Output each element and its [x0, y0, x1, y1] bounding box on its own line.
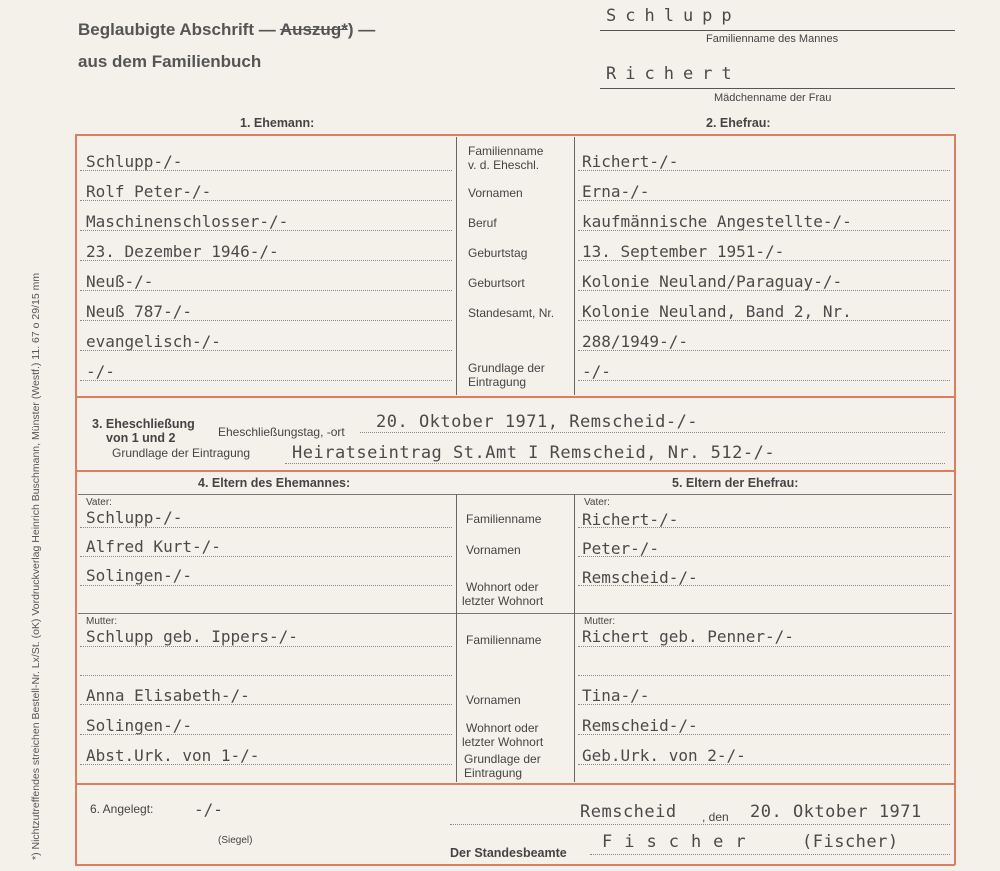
writing-rule	[80, 704, 452, 705]
writing-rule	[578, 290, 950, 291]
wife-surname: Richert-/-	[582, 152, 679, 171]
writing-rule	[80, 764, 452, 765]
writing-rule	[80, 734, 452, 735]
official-name: Fischer	[602, 832, 758, 852]
mother-label-1: Mutter:	[86, 616, 118, 627]
wife-birthplace: Kolonie Neuland/Paraguay-/-	[582, 272, 843, 291]
margin-note: *) Nichtzutreffendes streichen Bestell-Nr. Lx/St. (oK) Vordruckverlag Heinrich Buschmann, Münster (Westf.) 11. 67 o 29/15 mm	[30, 272, 42, 860]
father-firstnames-label: Vornamen	[466, 543, 521, 557]
writing-rule	[578, 734, 950, 735]
frame-sep-1	[75, 396, 955, 398]
writing-rule	[80, 556, 452, 557]
mother-surname-label: Familienname	[466, 633, 542, 647]
wife-mother-firstnames: Tina-/-	[582, 686, 650, 705]
writing-rule	[80, 320, 452, 321]
title-struck: Auszug*	[279, 20, 348, 39]
writing-rule	[80, 230, 452, 231]
father-residence-label-2: letzter Wohnort	[462, 594, 544, 608]
col-divider-1a	[456, 137, 457, 395]
label-birthplace: Geburtsort	[468, 276, 525, 290]
father-residence-label-1: Wohnort oder	[466, 580, 539, 594]
writing-rule	[578, 646, 950, 647]
wife-basis: -/-	[582, 362, 611, 381]
writing-rule	[80, 200, 452, 201]
col-divider-1b	[456, 494, 457, 782]
label-registry: Standesamt, Nr.	[468, 306, 555, 320]
writing-rule	[80, 675, 452, 676]
title-part1: Beglaubigte Abschrift —	[78, 20, 276, 39]
husband-surname: Schlupp-/-	[86, 152, 183, 171]
section6-value: -/-	[194, 800, 223, 819]
section3-title-line1: 3. Eheschließung	[92, 417, 195, 431]
writing-rule	[578, 170, 950, 171]
label-basis-1: Grundlage der	[468, 361, 545, 375]
header-line-1	[600, 30, 955, 31]
writing-rule	[80, 585, 452, 586]
label-surname-1: Familienname	[468, 144, 544, 158]
mother-residence-label-2: letzter Wohnort	[462, 735, 544, 749]
section3-rule-2	[285, 463, 945, 464]
husband-father-firstnames: Alfred Kurt-/-	[86, 537, 221, 556]
frame-left	[75, 134, 77, 865]
section1-title: 1. Ehemann:	[240, 116, 315, 130]
section4-title: 4. Eltern des Ehemannes:	[198, 476, 351, 490]
section3-basis-label: Grundlage der Eintragung	[112, 446, 251, 460]
husband-firstnames: Rolf Peter-/-	[86, 182, 212, 201]
writing-rule	[578, 675, 950, 676]
wife-registry-2: 288/1949-/-	[582, 332, 688, 351]
wife-mother-residence: Remscheid-/-	[582, 716, 698, 735]
writing-rule	[80, 170, 452, 171]
husband-mother-firstnames: Anna Elisabeth-/-	[86, 686, 250, 705]
writing-rule	[578, 527, 950, 528]
writing-rule	[80, 290, 452, 291]
parents-top-rule	[78, 494, 952, 495]
section3-title-2: von 1 und 2	[106, 431, 176, 445]
header-line-2	[600, 88, 955, 89]
section5-title: 5. Eltern der Ehefrau:	[672, 476, 799, 490]
wife-father-surname: Richert-/-	[582, 510, 679, 529]
writing-rule	[80, 646, 452, 647]
section3-date-label: Eheschließungstag, -ort	[218, 425, 345, 439]
husband-father-residence: Solingen-/-	[86, 566, 192, 585]
wife-father-residence: Remscheid-/-	[582, 568, 698, 587]
signing-date: 20. Oktober 1971	[750, 802, 922, 822]
col-divider-2b	[574, 494, 575, 782]
writing-rule	[578, 556, 950, 557]
frame-bottom	[75, 864, 955, 866]
writing-rule	[80, 380, 452, 381]
title-part2: ) —	[347, 20, 376, 39]
husband-birthplace: Neuß-/-	[86, 272, 154, 291]
section3-title-1	[92, 417, 195, 431]
label-birthday: Geburtstag	[468, 246, 528, 260]
wife-mother-basis: Geb.Urk. von 2-/-	[582, 746, 746, 765]
frame-sep-2	[75, 470, 955, 472]
writing-rule	[80, 527, 452, 528]
signing-den: , den	[702, 810, 729, 824]
wife-maiden-header: Richert	[606, 64, 741, 84]
document-title	[78, 20, 375, 40]
husband-mother-basis: Abst.Urk. von 1-/-	[86, 746, 260, 765]
wife-mother-surname: Richert geb. Penner-/-	[582, 627, 794, 646]
mother-residence-label-1: Wohnort oder	[466, 721, 539, 735]
frame-sep-3	[75, 783, 955, 785]
section3-date-value: 20. Oktober 1971, Remscheid-/-	[376, 412, 699, 432]
label-basis-2: Eintragung	[468, 375, 527, 389]
frame-right	[954, 134, 956, 865]
husband-occupation: Maschinenschlosser-/-	[86, 212, 289, 231]
label-occupation: Beruf	[468, 216, 497, 230]
mother-label-2: Mutter:	[584, 616, 616, 627]
frame-top	[75, 134, 955, 136]
writing-rule	[578, 200, 950, 201]
official-name-paren: (Fischer)	[802, 832, 899, 852]
husband-mother-residence: Solingen-/-	[86, 716, 192, 735]
husband-birthday: 23. Dezember 1946-/-	[86, 242, 279, 261]
writing-rule	[80, 260, 452, 261]
seal-label: (Siegel)	[218, 835, 253, 846]
signing-rule	[450, 824, 950, 825]
section2-title: 2. Ehefrau:	[706, 116, 771, 130]
wife-maiden-label: Mädchenname der Frau	[714, 92, 832, 104]
parents-mid-rule	[78, 613, 952, 614]
signing-place: Remscheid	[580, 802, 677, 822]
col-divider-2a	[574, 137, 575, 395]
section3-rule-1	[360, 432, 945, 433]
wife-occupation: kaufmännische Angestellte-/-	[582, 212, 852, 231]
official-rule	[590, 854, 950, 855]
husband-religion: evangelisch-/-	[86, 332, 221, 351]
section6-label: 6. Angelegt:	[90, 802, 154, 816]
husband-basis: -/-	[86, 362, 115, 381]
mother-basis-label-1: Grundlage der	[464, 752, 541, 766]
father-label-1: Vater:	[86, 497, 112, 508]
writing-rule	[578, 585, 950, 586]
writing-rule	[578, 764, 950, 765]
writing-rule	[578, 320, 950, 321]
husband-surname-header: Schlupp	[606, 6, 741, 26]
label-surname-2: v. d. Eheschl.	[468, 158, 540, 172]
writing-rule	[578, 380, 950, 381]
husband-surname-label: Familienname des Mannes	[706, 33, 839, 45]
father-surname-label: Familienname	[466, 512, 542, 526]
writing-rule	[578, 704, 950, 705]
husband-father-surname: Schlupp-/-	[86, 508, 183, 527]
wife-registry: Kolonie Neuland, Band 2, Nr.	[582, 302, 852, 321]
husband-mother-surname: Schlupp geb. Ippers-/-	[86, 627, 298, 646]
writing-rule	[578, 350, 950, 351]
mother-basis-label-2: Eintragung	[464, 766, 523, 780]
writing-rule	[80, 350, 452, 351]
father-label-2: Vater:	[584, 497, 610, 508]
official-label: Der Standesbeamte	[450, 846, 567, 860]
document-subtitle: aus dem Familienbuch	[78, 52, 262, 71]
husband-registry: Neuß 787-/-	[86, 302, 192, 321]
wife-firstnames: Erna-/-	[582, 182, 650, 201]
wife-father-firstnames: Peter-/-	[582, 539, 660, 558]
section3-basis-value: Heiratseintrag St.Amt I Remscheid, Nr. 512-/-	[292, 443, 776, 463]
label-firstnames: Vornamen	[468, 186, 523, 200]
writing-rule	[578, 230, 950, 231]
writing-rule	[578, 260, 950, 261]
mother-firstnames-label: Vornamen	[466, 693, 521, 707]
wife-birthday: 13. September 1951-/-	[582, 242, 785, 261]
